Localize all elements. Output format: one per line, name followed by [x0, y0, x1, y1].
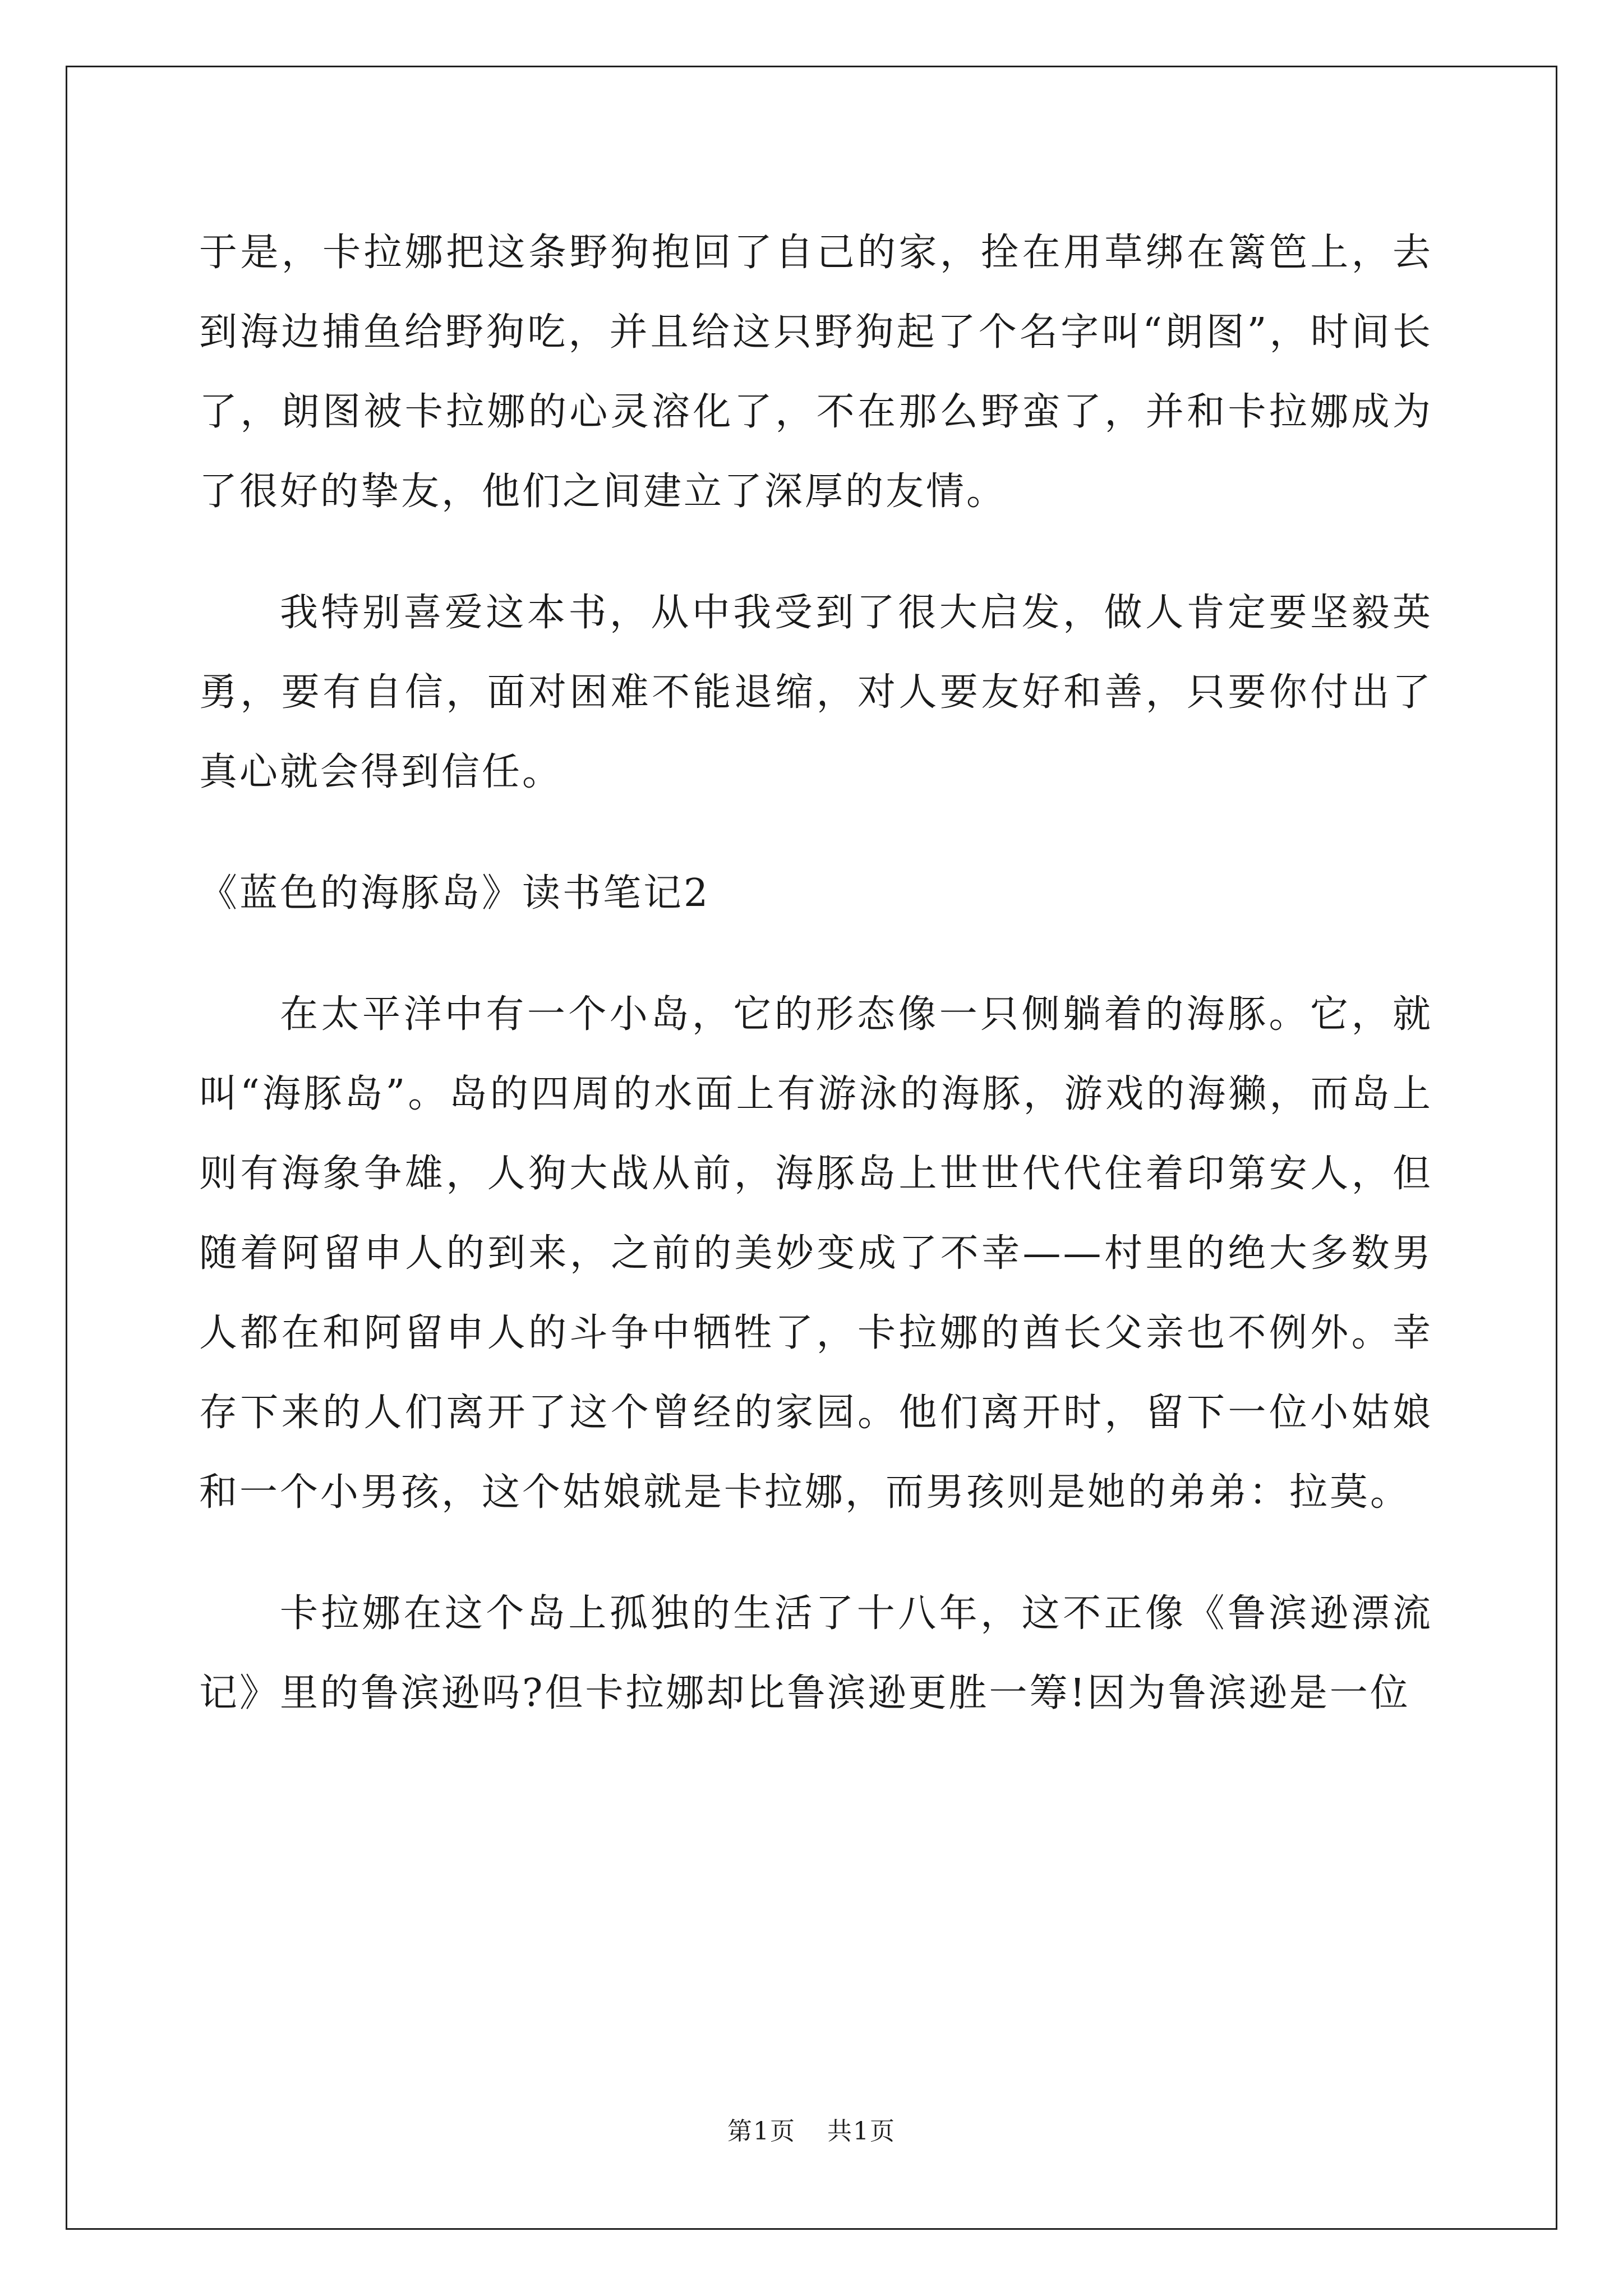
paragraph-2: 我特别喜爱这本书，从中我受到了很大启发，做人肯定要坚毅英勇，要有自信，面对困难不能退缩，对人要友好和善，只要你付出了真心就会得到信任。: [199, 591, 1433, 794]
page-footer: [0, 2115, 1623, 2148]
paragraph-4: 卡拉娜在这个岛上孤独的生活了十八年，这不正像《鲁滨逊漂流记》里的鲁滨逊吗?但卡拉娜却比鲁滨逊更胜一筹!因为鲁滨逊是一位: [199, 1591, 1433, 1715]
paragraph-1: 于是，卡拉娜把这条野狗抱回了自己的家，拴在用草绑在篱笆上，去到海边捕鱼给野狗吃，并且给这只野狗起了个名字叫“朗图”，时间长了，朗图被卡拉娜的心灵溶化了，不在那么野蛮了，并和卡拉娜成为了很好的挚友，他们之间建立了深厚的友情。: [199, 231, 1433, 514]
page-number-current: 第1页: [727, 2117, 796, 2146]
paragraph-3: 在太平洋中有一个小岛，它的形态像一只侧躺着的海豚。它，就叫“海豚岛”。岛的四周的水面上有游泳的海豚，游戏的海獭，而岛上则有海象争雄，人狗大战从前，海豚岛上世世代代住着印第安人，但随着阿留申人的到来，之前的美妙变成了不幸——村里的绝大多数男人都在和阿留申人的斗争中牺牲了，卡拉娜的酋长父亲也不例外。幸存下来的人们离开了这个曾经的家园。他们离开时，留下一位小姑娘和一个小男孩，这个姑娘就是卡拉娜，而男孩则是她的弟弟：拉莫。: [199, 992, 1433, 1515]
document-body: [199, 213, 1433, 1775]
page-number-total: 共1页: [827, 2117, 896, 2146]
section-heading: 《蓝色的海豚岛》读书笔记2: [199, 871, 711, 915]
